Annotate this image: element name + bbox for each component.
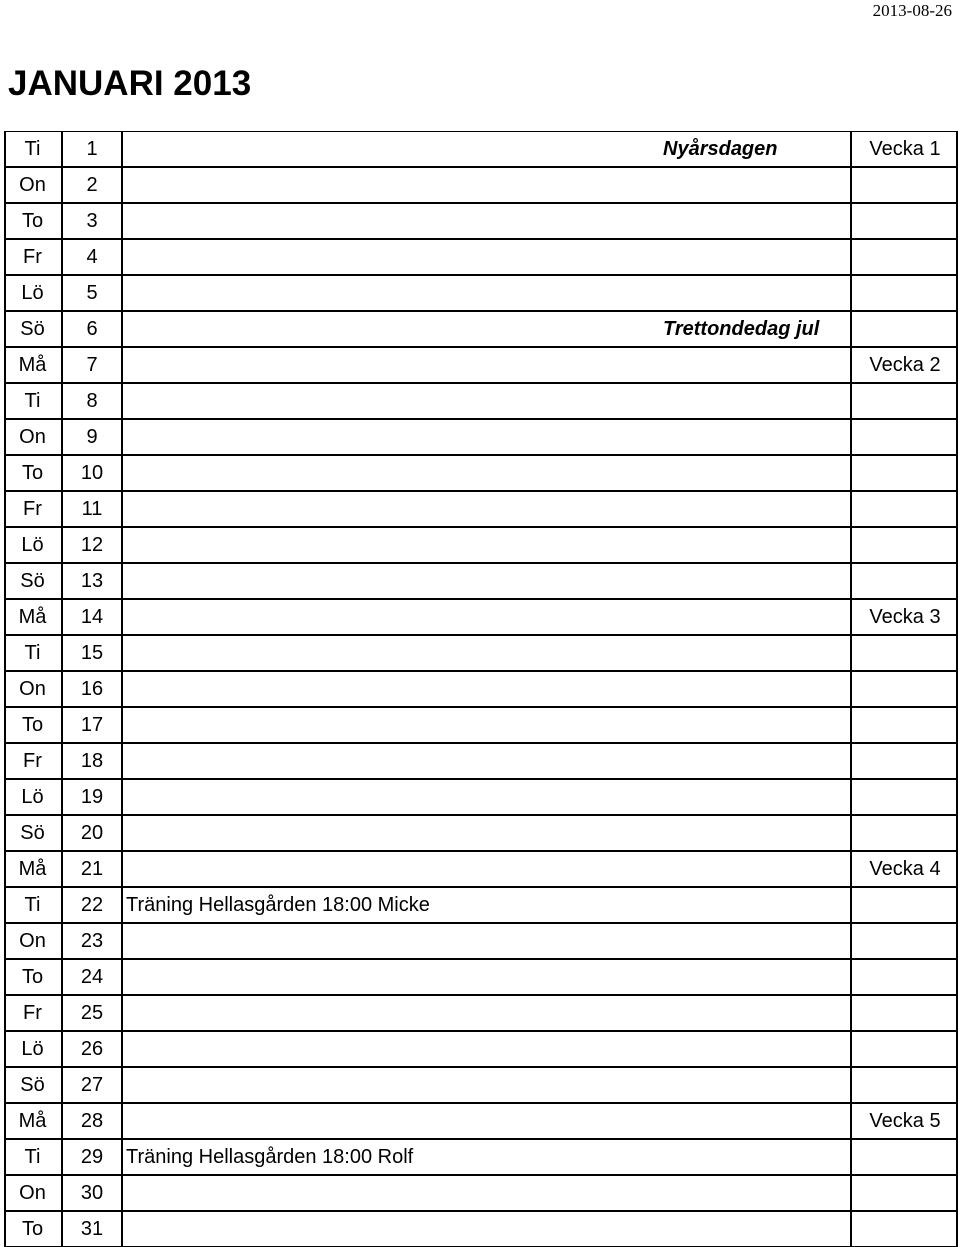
week-number-cell: Vecka 2 [869, 354, 941, 376]
calendar-row [4, 312, 958, 348]
date-number-cell: 27 [63, 1068, 123, 1102]
note-cell[interactable] [123, 996, 852, 1030]
date-number-cell: 28 [63, 1104, 123, 1138]
calendar-row [4, 168, 958, 204]
note-cell[interactable] [123, 1140, 852, 1174]
date-number-cell: 29 [63, 1140, 123, 1174]
week-number-cell [852, 564, 958, 598]
note-cell[interactable] [123, 528, 852, 562]
week-number-cell [852, 996, 958, 1030]
weekday-cell: On [4, 420, 63, 454]
weekday-cell: Fr [4, 744, 63, 778]
weekday-cell: Fr [4, 996, 63, 1030]
note-cell[interactable] [123, 636, 852, 670]
date-number-cell: 25 [63, 996, 123, 1030]
note-cell[interactable] [123, 780, 852, 814]
date-number-cell: 12 [63, 528, 123, 562]
week-number-cell [852, 744, 958, 778]
week-number-cell [852, 276, 958, 310]
calendar-row [4, 384, 958, 420]
week-number-cell [852, 816, 958, 850]
calendar-row [4, 204, 958, 240]
week-number-cell [852, 1176, 958, 1210]
weekday-cell: Ti [4, 384, 63, 418]
holiday-label: Nyårsdagen [663, 138, 778, 160]
calendar-row [4, 816, 958, 852]
date-number-cell: 18 [63, 744, 123, 778]
calendar-row [4, 492, 958, 528]
weekday-cell: Lö [4, 780, 63, 814]
note-cell[interactable] [123, 492, 852, 526]
weekday-cell: Ti [4, 636, 63, 670]
note-cell[interactable] [123, 744, 852, 778]
week-number-cell: Vecka 1 [869, 138, 941, 160]
event-note: Träning Hellasgården 18:00 Micke [126, 894, 430, 916]
date-number-cell: 21 [63, 852, 123, 886]
note-cell[interactable] [123, 348, 852, 382]
weekday-cell: To [4, 456, 63, 490]
weekday-cell: Ti [4, 888, 63, 922]
weekday-cell: Lö [4, 1032, 63, 1066]
week-number-cell: Vecka 4 [869, 858, 941, 880]
week-number-cell [852, 1140, 958, 1174]
week-number-cell [852, 204, 958, 238]
date-number-cell: 10 [63, 456, 123, 490]
date-number-cell: 11 [63, 492, 123, 526]
note-cell[interactable] [123, 924, 852, 958]
calendar-row [4, 240, 958, 276]
holiday-label: Trettondedag jul [663, 318, 820, 340]
calendar-row [4, 744, 958, 780]
week-number-cell [852, 780, 958, 814]
week-number-cell [852, 1212, 958, 1246]
note-cell[interactable] [123, 420, 852, 454]
week-number-cell [852, 924, 958, 958]
week-number-cell [852, 672, 958, 706]
calendar-row [4, 528, 958, 564]
date-number-cell: 23 [63, 924, 123, 958]
calendar-row [4, 672, 958, 708]
calendar-row [4, 456, 958, 492]
calendar-row [4, 1140, 958, 1176]
weekday-cell: Lö [4, 528, 63, 562]
weekday-cell: To [4, 960, 63, 994]
week-number-cell [852, 1032, 958, 1066]
date-number-cell: 6 [63, 312, 123, 346]
note-cell[interactable] [123, 456, 852, 490]
week-number-cell [852, 384, 958, 418]
week-number-cell [852, 636, 958, 670]
date-number-cell: 22 [63, 888, 123, 922]
event-note: Träning Hellasgården 18:00 Rolf [126, 1146, 414, 1168]
calendar-row [4, 132, 958, 168]
calendar-row [4, 1104, 958, 1140]
week-number-cell [852, 528, 958, 562]
weekday-cell: Fr [4, 492, 63, 526]
calendar-table [4, 131, 958, 1247]
print-date: 2013-08-26 [872, 1, 952, 20]
note-cell[interactable] [123, 672, 852, 706]
week-number-cell [852, 888, 958, 922]
week-number-cell: Vecka 3 [869, 606, 941, 628]
date-number-cell: 1 [63, 132, 123, 166]
date-number-cell: 3 [63, 204, 123, 238]
weekday-cell: On [4, 168, 63, 202]
calendar-row [4, 852, 958, 888]
date-number-cell: 8 [63, 384, 123, 418]
note-cell[interactable] [123, 1068, 852, 1102]
weekday-cell: On [4, 672, 63, 706]
week-number-cell [852, 708, 958, 742]
date-number-cell: 13 [63, 564, 123, 598]
calendar-row [4, 600, 958, 636]
weekday-cell: Sö [4, 564, 63, 598]
weekday-cell: To [4, 1212, 63, 1246]
weekday-cell: Må [4, 852, 63, 886]
week-number-cell [852, 168, 958, 202]
calendar-row [4, 276, 958, 312]
date-number-cell: 5 [63, 276, 123, 310]
note-cell[interactable] [123, 888, 852, 922]
calendar-row [4, 960, 958, 996]
note-cell[interactable] [123, 1104, 852, 1138]
week-number-cell [852, 960, 958, 994]
note-cell[interactable] [123, 564, 852, 598]
date-number-cell: 15 [63, 636, 123, 670]
note-cell[interactable] [123, 132, 852, 166]
note-cell[interactable] [123, 384, 852, 418]
calendar-row [4, 1068, 958, 1104]
date-number-cell: 7 [63, 348, 123, 382]
date-number-cell: 4 [63, 240, 123, 274]
date-number-cell: 19 [63, 780, 123, 814]
calendar-row [4, 420, 958, 456]
calendar-row [4, 564, 958, 600]
weekday-cell: Må [4, 348, 63, 382]
calendar-row [4, 1032, 958, 1068]
calendar-row [4, 780, 958, 816]
note-cell[interactable] [123, 1176, 852, 1210]
weekday-cell: Må [4, 600, 63, 634]
weekday-cell: Sö [4, 816, 63, 850]
date-number-cell: 26 [63, 1032, 123, 1066]
calendar-row [4, 996, 958, 1032]
weekday-cell: Sö [4, 1068, 63, 1102]
weekday-cell: To [4, 204, 63, 238]
note-cell[interactable] [123, 204, 852, 238]
calendar-row [4, 924, 958, 960]
calendar-row [4, 1176, 958, 1212]
note-cell[interactable] [123, 240, 852, 274]
date-number-cell: 31 [63, 1212, 123, 1246]
calendar-row [4, 636, 958, 672]
week-number-cell [852, 420, 958, 454]
note-cell[interactable] [123, 168, 852, 202]
week-number-cell [852, 492, 958, 526]
note-cell[interactable] [123, 816, 852, 850]
weekday-cell: Må [4, 1104, 63, 1138]
weekday-cell: On [4, 1176, 63, 1210]
date-number-cell: 24 [63, 960, 123, 994]
note-cell[interactable] [123, 852, 852, 886]
date-number-cell: 14 [63, 600, 123, 634]
calendar-row [4, 1212, 958, 1246]
calendar-row [4, 348, 958, 384]
weekday-cell: Ti [4, 1140, 63, 1174]
weekday-cell: Sö [4, 312, 63, 346]
date-number-cell: 16 [63, 672, 123, 706]
weekday-cell: Ti [4, 132, 63, 166]
note-cell[interactable] [123, 600, 852, 634]
note-cell[interactable] [123, 708, 852, 742]
note-cell[interactable] [123, 1032, 852, 1066]
week-number-cell [852, 456, 958, 490]
date-number-cell: 2 [63, 168, 123, 202]
weekday-cell: To [4, 708, 63, 742]
date-number-cell: 9 [63, 420, 123, 454]
note-cell[interactable] [123, 276, 852, 310]
weekday-cell: Fr [4, 240, 63, 274]
week-number-cell: Vecka 5 [869, 1110, 941, 1132]
page-title: JANUARI 2013 [8, 64, 252, 103]
calendar-row [4, 888, 958, 924]
note-cell[interactable] [123, 312, 852, 346]
week-number-cell [852, 1068, 958, 1102]
note-cell[interactable] [123, 1212, 852, 1246]
note-cell[interactable] [123, 960, 852, 994]
date-number-cell: 17 [63, 708, 123, 742]
calendar-row [4, 708, 958, 744]
date-number-cell: 30 [63, 1176, 123, 1210]
weekday-cell: Lö [4, 276, 63, 310]
week-number-cell [852, 312, 958, 346]
week-number-cell [852, 240, 958, 274]
date-number-cell: 20 [63, 816, 123, 850]
weekday-cell: On [4, 924, 63, 958]
